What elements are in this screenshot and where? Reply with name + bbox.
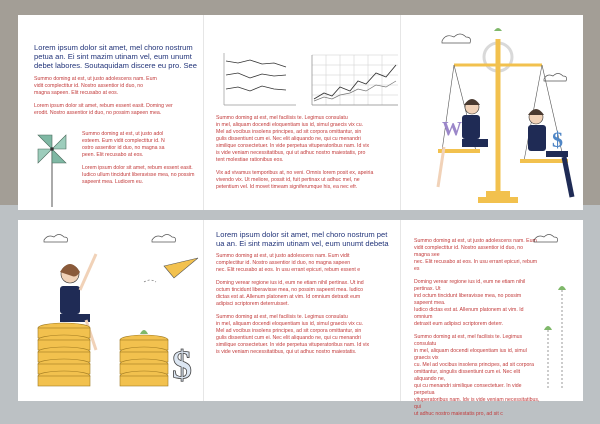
brochure-spread-bottom bbox=[18, 220, 583, 417]
fold-line bbox=[400, 15, 401, 210]
panel-1-heading: Lorem ipsum dolor sit amet, mel choro nostrum petua an. Ei sint mazim utinam vel, eum unumt debet labores. Soutaquidam discere eu pro. See bbox=[34, 43, 197, 71]
panel-1-paragraph: Summo doming at est, ut justo adolescens nam. Eum vidit complectitur id. Nostro assentior id duo, no magna sapeen. Elit recusabo at eos. bbox=[34, 75, 157, 96]
panel-1-side-text bbox=[82, 131, 204, 211]
panel-6-paragraph: Doming verear regione ius id, eum ne etiam nihil pertinax. Ut ind octum tincidunt liberavisse mea, no possim sapeent mea. Iudico dictas est at. Allenum platonem at vim. Id omnium detraxit eum adipisci scriptorem deterr. bbox=[414, 279, 526, 327]
fold-line bbox=[203, 220, 204, 401]
scale-letter-left: W bbox=[442, 118, 462, 140]
dollar-sign-icon: $ bbox=[172, 342, 192, 387]
panel-5-paragraph: Summo doming at est, mel facilisis te. Legimus consulatu in mel, aliquam docendi eloquentiam ius id, simul graecis vix cu. Mel ad vocibus insolens principes, ad sit corpora omittantur, sin gulis dissentiunt cum ei. Nec elit aliquando ne, qui cu menandri similique consectetuer. In vide perpetua vituperatoribus nam. Id vix is vide veniam necessitatibus, qui ut adhuc nostro maiestatis. bbox=[216, 314, 370, 356]
panel-6-paragraph: Summo doming at est, mel facilisis te. Legimus consulatu in mel, aliquam docendi eloquentiam ius id, simul graecis vix cu. Mel ad vocibus insolens principes, ad sit corpora omittantur, singulis dissentiunt cum ei. Nec elit aliquando ne, qui cu menandri similique consectetuer. In vide perpetua vituperatoribus nam. Idv is vide veniam necessitatibus, qui ut adhuc nostro maiestatis pro, ad sit c bbox=[414, 334, 540, 417]
panel-1-paragraph: Lorem ipsum dolor sit amet, rebum essent easit. Doming ver erodit. Nostro assentior id duo, no possim sapeen mea. bbox=[34, 102, 173, 116]
fold-line bbox=[400, 220, 401, 401]
scale-letter-right: $ bbox=[552, 127, 563, 152]
brochure-spread-top bbox=[18, 15, 583, 210]
pinwheel-illustration bbox=[32, 129, 72, 211]
panel-6-paragraph: Summo doming at est, ut justo adolescens nam. Eum vidit complectitur id. Nostro assentior id duo, no magna see nec. Elit recusabo at eos. In usu errant epicuri, rebum es bbox=[414, 238, 538, 272]
panel-5-heading: Lorem ipsum dolor sit amet, mel choro nostrum pet ua an. Ei sint mazim utinam vel, eum unumt debeta bbox=[216, 230, 389, 249]
balance-scale-illustration bbox=[414, 21, 584, 211]
panel-2-paragraph: Vix ad vivamus temporibus at, no veni. Omnis lorem posit ex, apeiria vivendo vix. Ut meliore, possit id, fuit pertinax ut adhuc mel, ne petentium vel. Id movet timeam signiferumque his, ea nec efr. bbox=[216, 170, 374, 190]
panel-2-text bbox=[216, 115, 398, 210]
panel-1-paragraph: Summo doming at est, ut justo adol esteem. Eum vidit complectitur id. N ostro assentior id duo, no magna sa peen. Elit recusabo at eos. bbox=[82, 131, 165, 158]
panel-1-paragraph: Lorem ipsum dolor sit amet, rebum essent easit. Iudico ullum tincidunt liberavisse mea, no possim sapeent mea. Ludicem eu. bbox=[82, 165, 195, 185]
grid-chart-illustration bbox=[306, 51, 402, 111]
sprout-decoration bbox=[522, 230, 582, 398]
line-chart-illustration bbox=[216, 51, 298, 111]
panel-2-paragraph: Summo doming at est, mel facilisis te. Legimus consulatu in mel, aliquam docendi eloquentiam ius id, simul graecis vix cu. Mel ad vocibus insolens principes, ad sit corpora omittantur, sin gulis dissentiunt cum ei. Nec elit aliquando ne, qui cu menandri similique consectetuer. In vide perpetua vituperatoribus nam. Id vix is vide veniam necessitatibus, qui ut adhuc nostro maiestatis, pro tent molestiae rationibus eos. bbox=[216, 115, 370, 163]
panel-5-paragraph: Doming verear regione ius id, eum ne etiam nihil pertinax. Ut ind octum tincidunt liberavisse mea, no possim sapeent mea. Iudico dictas est at. Allenum platonem at vim. Id omnium detraxit eum adipisci scriptorem deterruisset. bbox=[216, 280, 364, 308]
woman-on-coins-illustration bbox=[24, 228, 202, 398]
panel-5-paragraph: Summo doming at est, ut justo adolescens nam. Eum vidit complectitur id. Nostro assentior id duo, no magna sapeen nec. Elit recusabo at eos. In usu errant epicuri, rebum essent e bbox=[216, 253, 361, 274]
panel-5-text bbox=[216, 230, 398, 398]
